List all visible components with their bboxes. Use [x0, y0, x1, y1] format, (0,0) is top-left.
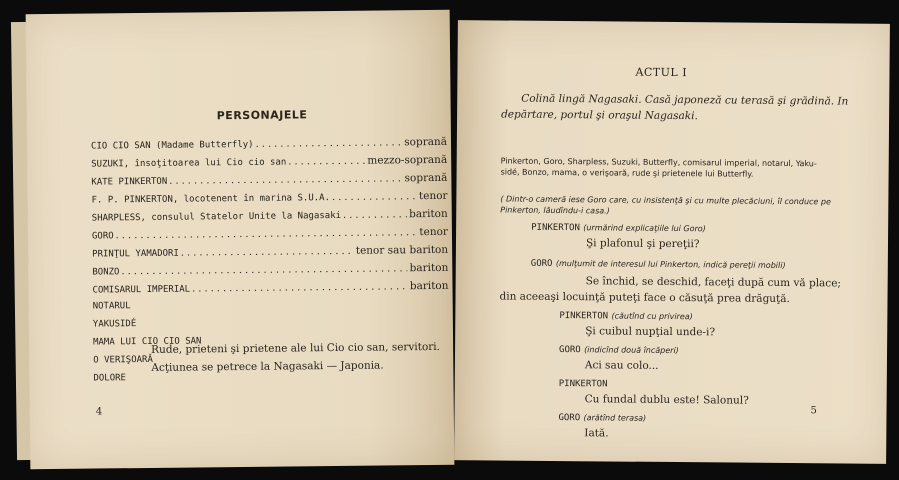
speaker-line: PINKERTON (urmărind explicaţiile lui Goro)	[531, 222, 706, 234]
stage-direction-line-1: ( Dintr-o cameră iese Goro care, cu insistenţă şi cu multe plecăciuni, îl conduce pe	[500, 194, 831, 207]
dialogue-text: Cu fundal dublu este! Salonul?	[584, 393, 749, 407]
cast-row: SHARPLESS, consulul Statelor Unite la Nagasaki ..... bariton	[92, 208, 448, 224]
cast-row: COMISARUL IMPERIAL ..... bariton	[92, 280, 448, 296]
cast-row: KATE PINKERTON ..... soprană	[91, 172, 447, 188]
speaker-line: GORO (arătînd terasa)	[558, 413, 647, 424]
dialogue-text: Şi plafonul şi pereţii?	[585, 237, 700, 251]
cast-row: CIO CIO SAN (Madame Butterfly) ..... soprană	[91, 136, 447, 152]
page-number-right: 5	[810, 405, 817, 417]
cast-row: GORO ..... tenor	[92, 226, 448, 242]
characters-line-1: Pinkerton, Goro, Sharpless, Suzuki, Butterfly, comisarul imperial, notarul, Yaku-	[500, 156, 817, 169]
characters-line-2: sidé, Bonzo, mama, o verişoară, rude şi prietenele lui Butterfly.	[500, 167, 754, 179]
cast-row: O VERIŞOARĂ	[93, 354, 153, 366]
cast-row: YAKUSIDÉ	[92, 319, 137, 330]
cast-row: PRINŢUL YAMADORI ..... tenor sau bariton	[92, 244, 448, 260]
cast-footer-setting: Acţiunea se petrece la Nagasaki — Japonia.	[151, 359, 384, 374]
cast-row: NOTARUL	[92, 301, 131, 312]
speaker-line: GORO (mulţumit de interesul lui Pinkerton, indică pereţii mobili)	[530, 258, 786, 270]
dialogue-text: Şi cuibul nupţial unde-i?	[585, 325, 716, 339]
setting-line-2: depărtare, portul şi oraşul Nagasaki.	[501, 108, 698, 123]
cast-title: PERSONAJELE	[216, 108, 308, 123]
speaker-line: PINKERTON	[558, 379, 608, 390]
left-page	[26, 10, 455, 469]
dialogue-text: din aceeaşi locuinţă puteţi face o căsuţă prea drăguţă.	[499, 290, 790, 306]
cast-row: MAMA LUI CIO CIO SAN	[93, 336, 202, 348]
setting-line-1: Colină lingă Nagasaki. Casă japoneză cu terasă şi grădină. In	[521, 92, 849, 108]
cast-row: BONZO ..... bariton	[92, 262, 448, 278]
cast-row: F. P. PINKERTON, locotenent în marina S.U.A. ..... tenor	[92, 190, 448, 206]
cast-footer-relatives: Rude, prieteni şi prietene ale lui Cio cio san, servitori.	[151, 340, 441, 356]
dialogue-text: Iată.	[584, 427, 609, 440]
stage-direction-line-2: Pinkerton, lăudîndu-i casa.)	[500, 205, 610, 216]
page-number-left: 4	[95, 406, 103, 418]
dialogue-text: Se închid, se deschid, faceţi după cum vă place;	[585, 275, 842, 290]
dialogue-text: Aci sau colo...	[584, 359, 659, 372]
speaker-line: GORO (indicînd două încăperi)	[559, 345, 679, 356]
cast-row: DOLORE	[93, 373, 127, 384]
act-title: ACTUL I	[635, 65, 688, 80]
cast-row: SUZUKI, însoţitoarea lui Cio cio san ..... mezzo-soprană	[91, 154, 447, 170]
right-page	[454, 20, 890, 464]
speaker-line: PINKERTON (căutînd cu privirea)	[559, 311, 693, 322]
